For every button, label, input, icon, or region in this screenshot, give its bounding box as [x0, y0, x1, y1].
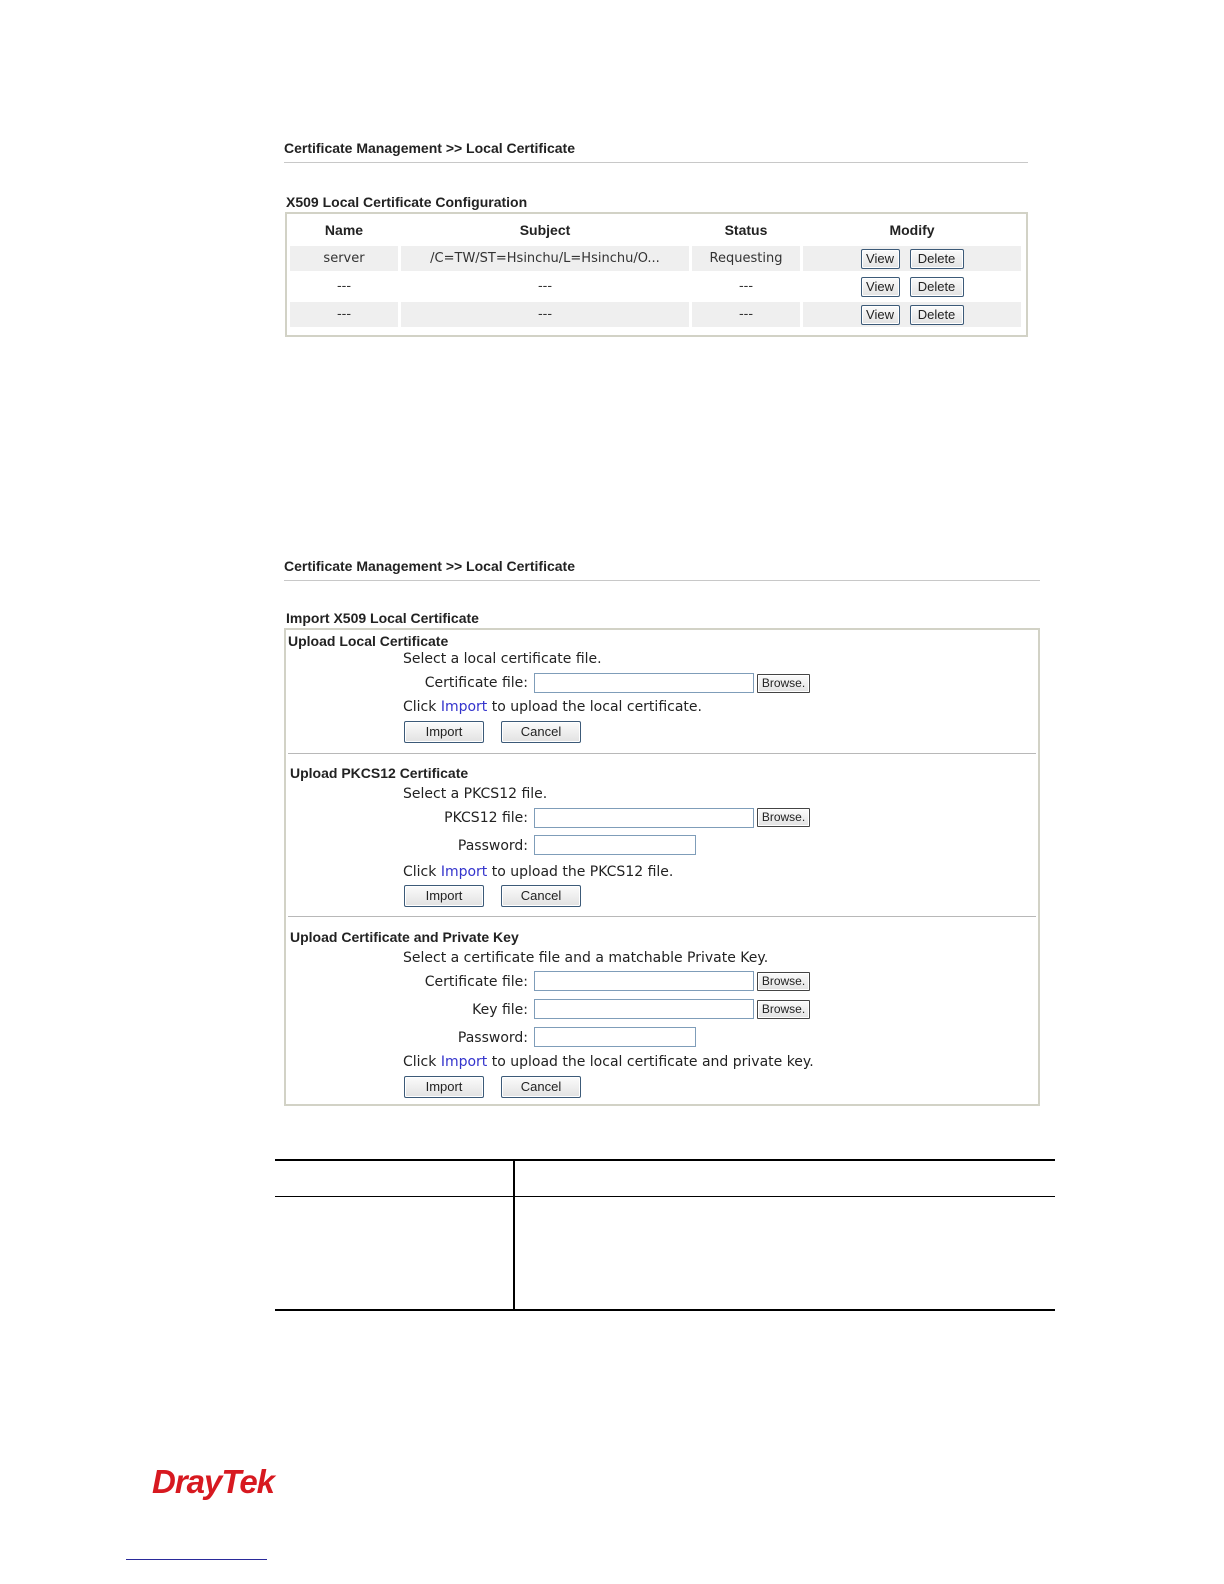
cell-modify — [803, 246, 1021, 271]
import-link-text: Import — [440, 699, 488, 715]
column-header-status: Status — [724, 222, 768, 238]
browse-button[interactable]: Browse. — [757, 674, 810, 693]
password-label: Password: — [457, 1030, 528, 1046]
section-title: Import X509 Local Certificate — [286, 610, 479, 626]
hint-text: Click — [403, 699, 437, 715]
breadcrumb: Certificate Management >> Local Certificate — [284, 140, 575, 156]
certificate-file-label: Certificate file: — [424, 974, 528, 990]
column-header-modify: Modify — [889, 222, 935, 238]
cell-status: --- — [738, 279, 754, 294]
header-divider — [284, 580, 1040, 581]
import-link-text: Import — [440, 1054, 488, 1070]
hint-text: to upload the local certificate and private key. — [491, 1054, 814, 1070]
import-button[interactable]: Import — [404, 1076, 484, 1098]
breadcrumb: Certificate Management >> Local Certificate — [284, 558, 575, 574]
desc-table-column-divider — [513, 1160, 515, 1310]
view-button[interactable]: View — [861, 277, 900, 297]
key-file-input[interactable] — [534, 999, 754, 1019]
table-header-row — [290, 217, 1021, 243]
browse-button[interactable]: Browse. — [757, 808, 810, 827]
cell-modify — [803, 274, 1021, 299]
section-divider — [288, 916, 1036, 917]
pkcs12-file-label: PKCS12 file: — [444, 810, 528, 826]
footer-link-rule — [126, 1559, 267, 1560]
cell-name: --- — [336, 279, 352, 294]
cell-name: --- — [290, 302, 398, 327]
table-row — [290, 274, 1021, 299]
hint-text: to upload the PKCS12 file. — [491, 864, 674, 880]
password-label: Password: — [457, 838, 528, 854]
draytek-logo: DrayTek — [152, 1463, 275, 1500]
cell-name: server — [290, 246, 398, 271]
cell-modify — [803, 302, 1021, 327]
view-button[interactable]: View — [861, 249, 900, 269]
section-divider — [288, 753, 1036, 754]
pkcs12-click-hint — [403, 864, 673, 880]
hint-text: Click — [403, 1054, 437, 1070]
column-header-name: Name — [324, 222, 364, 238]
upload-pkcs12-title: Upload PKCS12 Certificate — [290, 765, 469, 781]
import-link-text: Import — [440, 864, 488, 880]
cancel-button[interactable]: Cancel — [501, 1076, 581, 1098]
key-file-label: Key file: — [472, 1002, 528, 1018]
desc-table-top-rule — [275, 1159, 1055, 1161]
upload-cert-key-title: Upload Certificate and Private Key — [290, 929, 519, 945]
local-click-hint — [403, 699, 702, 715]
table-row — [290, 246, 1021, 271]
cell-subject: /C=TW/ST=Hsinchu/L=Hsinchu/O... — [401, 246, 689, 271]
certificate-file-label: Certificate file: — [424, 675, 528, 691]
browse-button[interactable]: Browse. — [757, 972, 810, 991]
certificate-table — [287, 214, 1024, 330]
section-title: X509 Local Certificate Configuration — [286, 194, 528, 210]
table-row — [290, 302, 1021, 327]
header-divider — [284, 162, 1028, 163]
local-instruction: Select a local certificate file. — [403, 651, 602, 667]
cancel-button[interactable]: Cancel — [501, 721, 581, 743]
import-button[interactable]: Import — [404, 721, 484, 743]
column-header-subject: Subject — [519, 222, 571, 238]
cell-subject: --- — [537, 279, 553, 294]
cell-subject: --- — [401, 302, 689, 327]
browse-button[interactable]: Browse. — [757, 1000, 810, 1019]
cell-status: Requesting — [692, 246, 800, 271]
pkcs12-file-input[interactable] — [534, 808, 754, 828]
delete-button[interactable]: Delete — [910, 277, 964, 297]
hint-text: to upload the local certificate. — [491, 699, 702, 715]
pkcs12-instruction: Select a PKCS12 file. — [403, 786, 548, 802]
delete-button[interactable]: Delete — [910, 305, 964, 325]
import-button[interactable]: Import — [404, 885, 484, 907]
desc-table-header-rule — [275, 1196, 1055, 1197]
cert-key-instruction: Select a certificate file and a matchable Private Key. — [403, 950, 769, 966]
desc-table-bottom-rule — [275, 1309, 1055, 1311]
pkcs12-password-input[interactable] — [534, 835, 696, 855]
delete-button[interactable]: Delete — [910, 249, 964, 269]
cancel-button[interactable]: Cancel — [501, 885, 581, 907]
upload-local-title: Upload Local Certificate — [288, 633, 449, 649]
key-password-input[interactable] — [534, 1027, 696, 1047]
certificate-file-input[interactable] — [534, 971, 754, 991]
hint-text: Click — [403, 864, 437, 880]
certificate-file-input[interactable] — [534, 673, 754, 693]
cell-status: --- — [692, 302, 800, 327]
cert-key-click-hint — [403, 1054, 814, 1070]
view-button[interactable]: View — [861, 305, 900, 325]
